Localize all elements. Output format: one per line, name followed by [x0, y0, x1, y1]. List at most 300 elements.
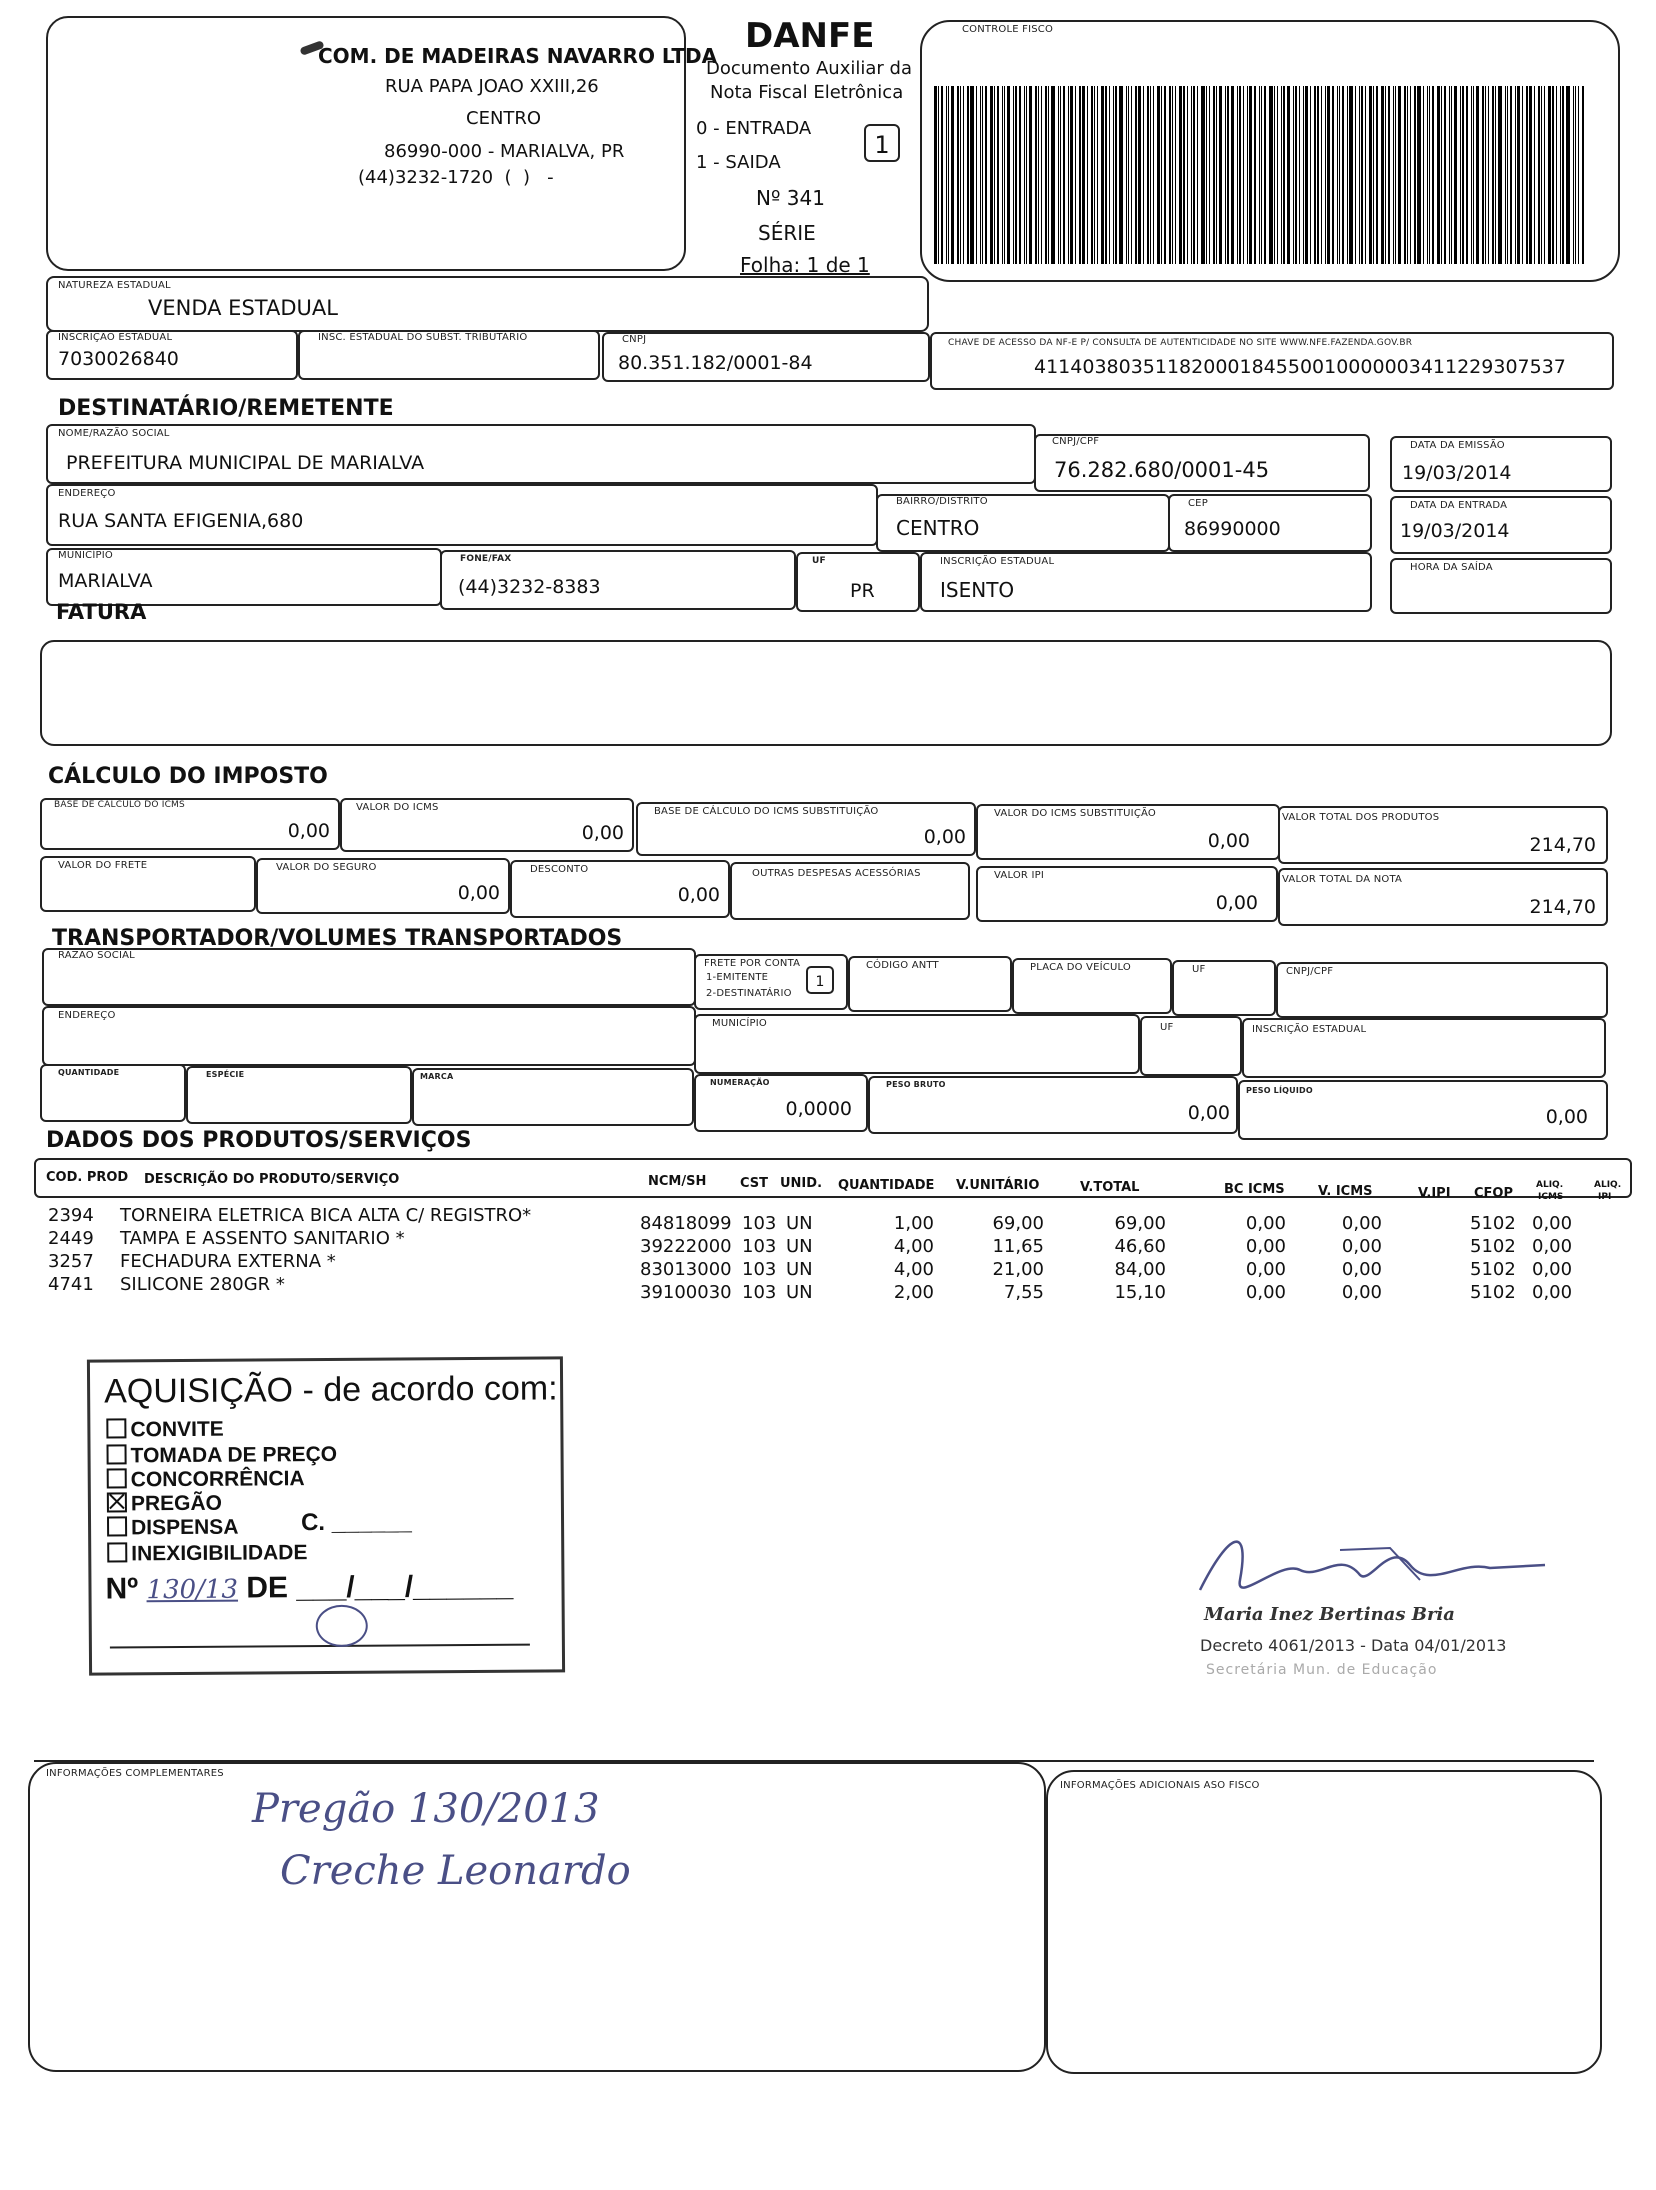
danfe-entry: 0 - ENTRADA [696, 118, 812, 139]
volume-numbering-value: 0,0000 [785, 1098, 852, 1120]
col-aliq-ipi-1: ALIQ. [1594, 1180, 1622, 1190]
barcode-bar [1063, 86, 1065, 264]
product-cell-unit: UN [786, 1213, 813, 1234]
barcode-bar [1091, 86, 1093, 264]
product-cell-code: 3257 [48, 1251, 94, 1272]
access-key-value: 41140380351182000184550010000003411229307537 [1034, 356, 1566, 378]
product-cell-cst: 103 [742, 1259, 777, 1280]
stamp-number-prefix: Nº [105, 1572, 139, 1606]
carrier-uf2-label: UF [1160, 1022, 1174, 1033]
freight-opt-2: 2-DESTINATÁRIO [706, 988, 792, 999]
barcode-bar [1105, 86, 1107, 264]
stamp-option-pregao [107, 1492, 222, 1517]
icms-value: 0,00 [581, 822, 624, 844]
barcode-bar [1365, 86, 1366, 264]
barcode-bar [1269, 86, 1273, 264]
barcode-bar [1024, 86, 1025, 264]
iest-label: INSC. ESTADUAL DO SUBST. TRIBUTÁRIO [318, 332, 528, 343]
barcode-bar [1169, 86, 1171, 264]
barcode-bar [1239, 86, 1241, 264]
barcode-bar [1303, 86, 1304, 264]
access-key-label: CHAVE DE ACESSO DA NF-E P/ CONSULTA DE AUTENTICIDADE NO SITE WWW.NFE.FAZENDA.GOV.BR [948, 338, 1413, 348]
product-cell-desc: SILICONE 280GR * [120, 1274, 285, 1295]
invoice-section-title: FATURA [56, 600, 147, 624]
signature-decree: Decreto 4061/2013 - Data 04/01/2013 [1200, 1636, 1507, 1655]
barcode-bar [1566, 86, 1570, 264]
barcode-bar [1349, 86, 1353, 264]
product-cell-desc: FECHADURA EXTERNA * [120, 1251, 336, 1272]
product-cell-desc: TORNEIRA ELETRICA BICA ALTA C/ REGISTRO* [120, 1205, 532, 1226]
product-cell-aliq: 0,00 [1532, 1236, 1573, 1257]
plate-label: PLACA DO VEÍCULO [1030, 962, 1131, 973]
barcode-bar [1473, 86, 1474, 264]
barcode-bar [934, 86, 937, 264]
volume-qty-label: QUANTIDADE [58, 1068, 120, 1077]
recipient-cnpj: 76.282.680/0001-45 [1054, 458, 1270, 482]
barcode-bar [1237, 86, 1238, 264]
barcode-bar [1187, 86, 1188, 264]
barcode-bar [1058, 86, 1059, 264]
barcode-bar [1534, 86, 1535, 264]
stamp-option-convite [106, 1418, 224, 1443]
barcode-bar [1153, 86, 1154, 264]
barcode-bar [1277, 86, 1278, 264]
product-cell-unit: UN [786, 1282, 813, 1303]
base-st-value: 0,00 [923, 826, 966, 848]
barcode-bar [1507, 86, 1508, 264]
barcode-image [934, 86, 1594, 264]
barcode-bar [1541, 86, 1542, 264]
product-cell-ncm: 83013000 [640, 1259, 732, 1280]
barcode-bar [1355, 86, 1356, 264]
col-qty: QUANTIDADE [838, 1178, 935, 1193]
barcode-bar [1045, 86, 1047, 264]
barcode-bar [1143, 86, 1144, 264]
product-cell-code: 4741 [48, 1274, 94, 1295]
barcode-bar [1526, 86, 1528, 264]
col-cfop: CFOP [1474, 1186, 1513, 1201]
product-cell-desc: TAMPA E ASSENTO SANITARIO * [120, 1228, 405, 1249]
recipient-cep-label: CEP [1188, 498, 1208, 509]
recipient-district: CENTRO [896, 516, 980, 540]
product-cell-vicms: 0,00 [1341, 1259, 1382, 1280]
col-vtotal: V.TOTAL [1080, 1180, 1140, 1195]
carrier-uf-field [1172, 960, 1276, 1016]
col-vicms: V. ICMS [1318, 1184, 1373, 1199]
barcode-bar [1261, 86, 1262, 264]
product-cell-vicms: 0,00 [1341, 1213, 1382, 1234]
volume-brand-field [412, 1068, 694, 1126]
signature-name: Maria Inez Bertinas Bria [1204, 1604, 1455, 1625]
product-cell-bc: 0,00 [1245, 1259, 1286, 1280]
barcode-bar [1427, 86, 1428, 264]
barcode-bar [1295, 86, 1297, 264]
barcode-bar [1385, 86, 1386, 264]
barcode-bar [1183, 86, 1185, 264]
barcode-bar [982, 86, 983, 264]
barcode-bar [1225, 86, 1226, 264]
barcode-bar [1219, 86, 1222, 264]
product-cell-cst: 103 [742, 1282, 777, 1303]
gross-weight-value: 0,00 [1187, 1102, 1230, 1124]
danfe-subtitle-2: Nota Fiscal Eletrônica [710, 82, 904, 103]
freight-by-value: 1 [806, 966, 834, 994]
base-icms-value: 0,00 [287, 820, 330, 842]
barcode-bar [1068, 86, 1069, 264]
control-label: CONTROLE FISCO [962, 24, 1054, 35]
acquisition-stamp [87, 1356, 565, 1675]
barcode-bar [1373, 86, 1374, 264]
barcode-bar [1231, 86, 1234, 264]
carrier-name-field [42, 948, 696, 1006]
barcode-bar [1002, 86, 1003, 264]
barcode-bar [1471, 86, 1472, 264]
barcode-bar [1482, 86, 1484, 264]
barcode-bar [1179, 86, 1182, 264]
product-cell-vunit: 21,00 [992, 1259, 1044, 1280]
barcode-bar [997, 86, 999, 264]
product-cell-bc: 0,00 [1245, 1213, 1286, 1234]
barcode-bar [1019, 86, 1021, 264]
col-bcicms: BC ICMS [1224, 1182, 1285, 1197]
col-cst: CST [740, 1176, 769, 1191]
barcode-bar [960, 86, 961, 264]
net-weight-value: 0,00 [1545, 1106, 1588, 1128]
barcode-bar [1254, 86, 1256, 264]
barcode-bar [1552, 86, 1554, 264]
stamp-option-inexigibilidade-label: INEXIGIBILIDADE [131, 1541, 308, 1566]
cnpj-label: CNPJ [622, 334, 647, 345]
product-cell-vtotal: 46,60 [1114, 1236, 1166, 1257]
danfe-number: Nº 341 [756, 186, 825, 210]
barcode-bar [1087, 86, 1088, 264]
checkbox-pregao-checked-icon [107, 1492, 127, 1512]
carrier-ie-label: INSCRIÇÃO ESTADUAL [1252, 1024, 1367, 1035]
stamp-option-convite-label: CONVITE [130, 1417, 224, 1442]
barcode-bar [967, 86, 969, 264]
barcode-bar [1582, 86, 1584, 264]
barcode-bar [1206, 86, 1207, 264]
barcode-bar [1094, 86, 1095, 264]
handwritten-line-2: Creche Leonardo [280, 1848, 631, 1894]
barcode-bar [1407, 86, 1408, 264]
barcode-bar [1026, 86, 1027, 264]
barcode-bar [1495, 86, 1496, 264]
barcode-bar [938, 86, 939, 264]
barcode-bar [1029, 86, 1032, 264]
barcode-bar [1325, 86, 1326, 264]
carrier-cnpj-label: CNPJ/CPF [1286, 966, 1334, 977]
barcode-bar [1398, 86, 1401, 264]
barcode-bar [1274, 86, 1275, 264]
barcode-bar [1070, 86, 1073, 264]
barcode-bar [1560, 86, 1561, 264]
stamp-number-handwritten: 130/13 [146, 1574, 239, 1606]
barcode-bar [1109, 86, 1110, 264]
product-cell-aliq: 0,00 [1532, 1282, 1573, 1303]
barcode-bar [1429, 86, 1430, 264]
barcode-bar [1283, 86, 1285, 264]
barcode-bar [1515, 86, 1516, 264]
barcode-bar [1126, 86, 1127, 264]
col-unit: UNID. [780, 1176, 823, 1191]
barcode-bar [1191, 86, 1192, 264]
ie-label: INSCRIÇÃO ESTADUAL [58, 332, 173, 343]
ipi-value: 0,00 [1215, 892, 1258, 914]
barcode-bar [1337, 86, 1338, 264]
barcode-bar [1213, 86, 1215, 264]
product-cell-aliq: 0,00 [1532, 1259, 1573, 1280]
net-weight-label: PESO LÍQUIDO [1246, 1086, 1313, 1095]
product-cell-ncm: 84818099 [640, 1213, 732, 1234]
recipient-phone: (44)3232-8383 [458, 576, 601, 598]
stamp-number-date: DE ___/___/______ [246, 1569, 514, 1605]
other-expenses-label: OUTRAS DESPESAS ACESSÓRIAS [752, 868, 921, 879]
barcode-bar [951, 86, 954, 264]
barcode-bar [1510, 86, 1512, 264]
barcode-bar [1485, 86, 1486, 264]
fisco-info-box [1046, 1770, 1602, 2074]
barcode-bar [1015, 86, 1017, 264]
barcode-bar [1404, 86, 1406, 264]
base-st-label: BASE DE CÁLCULO DO ICMS SUBSTITUIÇÃO [654, 806, 879, 817]
recipient-uf: PR [850, 580, 875, 602]
barcode-bar [1038, 86, 1039, 264]
barcode-bar [1150, 86, 1151, 264]
barcode-bar [1388, 86, 1390, 264]
col-aliq-icms-1: ALIQ. [1536, 1180, 1564, 1190]
barcode-bar [1161, 86, 1162, 264]
entry-date-label: DATA DA ENTRADA [1410, 500, 1508, 511]
barcode-bar [1575, 86, 1576, 264]
handwritten-line-1: Pregão 130/2013 [252, 1786, 600, 1832]
emitter-name: COM. DE MADEIRAS NAVARRO LTDA [318, 44, 718, 68]
insurance-value: 0,00 [457, 882, 500, 904]
barcode-bar [1035, 86, 1037, 264]
stamp-option-tomada-label: TOMADA DE PREÇO [130, 1442, 338, 1468]
barcode-bar [1007, 86, 1010, 264]
recipient-name-label: NOME/RAZÃO SOCIAL [58, 428, 170, 439]
barcode-bar [1128, 86, 1129, 264]
danfe-series: SÉRIE [758, 221, 816, 245]
recipient-address-label: ENDEREÇO [58, 488, 116, 499]
barcode-bar [1119, 86, 1123, 264]
products-section-title: DADOS DOS PRODUTOS/SERVIÇOS [46, 1128, 472, 1153]
insurance-label: VALOR DO SEGURO [276, 862, 377, 873]
product-cell-cst: 103 [742, 1236, 777, 1257]
invoice-box [40, 640, 1612, 746]
barcode-bar [1209, 86, 1210, 264]
tax-section-title: CÁLCULO DO IMPOSTO [48, 764, 328, 789]
stamp-option-dispensa-label: DISPENSA [130, 1515, 239, 1540]
product-cell-qty: 1,00 [893, 1213, 934, 1234]
product-cell-unit: UN [786, 1236, 813, 1257]
invoice-total-value: 214,70 [1529, 896, 1596, 918]
carrier-address-field [42, 1006, 696, 1066]
checkbox-convite-icon [106, 1418, 126, 1438]
barcode-bar [1359, 86, 1360, 264]
freight-by-label: FRETE POR CONTA [704, 958, 801, 969]
entry-date: 19/03/2014 [1400, 520, 1510, 542]
product-cell-cfop: 5102 [1470, 1259, 1516, 1280]
barcode-bar [1441, 86, 1442, 264]
barcode-bar [1115, 86, 1117, 264]
stamp-option-pregao-label: PREGÃO [130, 1491, 223, 1516]
barcode-bar [1197, 86, 1198, 264]
stamp-option-dispensa [107, 1516, 239, 1541]
barcode-bar [1317, 86, 1319, 264]
stamp-option-concorrencia-label: CONCORRÊNCIA [130, 1467, 305, 1492]
product-cell-cst: 103 [742, 1213, 777, 1234]
barcode-bar [1281, 86, 1282, 264]
discount-value: 0,00 [677, 884, 720, 906]
emitter-phone: (44)3232-1720 ( ) - [358, 167, 554, 188]
danfe-title: DANFE [745, 16, 875, 56]
barcode-bar [1082, 86, 1085, 264]
product-cell-vicms: 0,00 [1341, 1282, 1382, 1303]
recipient-ie: ISENTO [940, 578, 1015, 602]
barcode-bar [1578, 86, 1579, 264]
recipient-city: MARIALVA [58, 570, 153, 592]
barcode-bar [1264, 86, 1266, 264]
barcode-bar [1347, 86, 1348, 264]
product-cell-qty: 4,00 [893, 1236, 934, 1257]
cnpj-value: 80.351.182/0001-84 [618, 352, 813, 374]
barcode-bar [963, 86, 964, 264]
barcode-bar [1299, 86, 1300, 264]
barcode-bar [1004, 86, 1005, 264]
barcode-bar [976, 86, 977, 264]
product-cell-cfop: 5102 [1470, 1236, 1516, 1257]
product-cell-vunit: 11,65 [992, 1236, 1044, 1257]
barcode-bar [1562, 86, 1564, 264]
stamp-option-inexigibilidade [107, 1541, 307, 1566]
stamp-title: AQUISIÇÃO - de acordo com: [103, 1369, 558, 1411]
product-cell-vtotal: 69,00 [1114, 1213, 1166, 1234]
barcode-bar [1079, 86, 1081, 264]
barcode-bar [1332, 86, 1334, 264]
danfe-type-value: 1 [864, 124, 900, 162]
product-cell-ncm: 39222000 [640, 1236, 732, 1257]
recipient-name: PREFEITURA MUNICIPAL DE MARIALVA [66, 452, 425, 474]
barcode-bar [1544, 86, 1545, 264]
emission-date-label: DATA DA EMISSÃO [1410, 440, 1505, 451]
volume-numbering-label: NUMERAÇÃO [710, 1078, 770, 1087]
product-cell-unit: UN [786, 1259, 813, 1280]
barcode-bar [1135, 86, 1137, 264]
col-aliq-ipi-2: IPI [1598, 1192, 1612, 1202]
recipient-city-label: MUNICÍPIO [58, 550, 113, 561]
complementary-info-label: INFORMAÇÕES COMPLEMENTARES [46, 1768, 224, 1779]
col-code: COD. PROD [46, 1170, 129, 1185]
stamp-dispensa-code: C. ______ [300, 1508, 412, 1537]
barcode-bar [1529, 86, 1532, 264]
barcode-bar [1147, 86, 1149, 264]
recipient-cnpj-label: CNPJ/CPF [1052, 436, 1100, 447]
product-cell-cfop: 5102 [1470, 1213, 1516, 1234]
barcode-bar [1466, 86, 1468, 264]
carrier-city-label: MUNICÍPIO [712, 1018, 767, 1029]
barcode-bar [941, 86, 943, 264]
barcode-bar [1305, 86, 1308, 264]
product-cell-code: 2449 [48, 1228, 94, 1249]
barcode-bar [1573, 86, 1574, 264]
danfe-sheet: Folha: 1 de 1 [740, 253, 870, 277]
barcode-bar [970, 86, 974, 264]
recipient-phone-label: FONE/FAX [460, 554, 512, 564]
product-cell-cfop: 5102 [1470, 1282, 1516, 1303]
barcode-bar [1548, 86, 1551, 264]
product-cell-qty: 2,00 [893, 1282, 934, 1303]
barcode-bar [1175, 86, 1176, 264]
product-cell-bc: 0,00 [1245, 1282, 1286, 1303]
ipi-label: VALOR IPI [994, 870, 1044, 881]
barcode-bar [1342, 86, 1344, 264]
product-cell-vunit: 69,00 [992, 1213, 1044, 1234]
product-cell-vunit: 7,55 [1003, 1282, 1044, 1303]
stamp-option-concorrencia [107, 1467, 305, 1492]
icms-label: VALOR DO ICMS [356, 802, 439, 813]
antt-label: CÓDIGO ANTT [866, 960, 939, 971]
freight-label: VALOR DO FRETE [58, 860, 148, 871]
checkbox-tomada-icon [106, 1444, 126, 1464]
barcode-bar [1376, 86, 1378, 264]
checkbox-inexigibilidade-icon [107, 1542, 127, 1562]
barcode-bar [1041, 86, 1042, 264]
gross-weight-label: PESO BRUTO [886, 1080, 946, 1089]
recipient-uf-label: UF [812, 556, 826, 566]
stamp-initials-icon [316, 1605, 368, 1647]
recipient-cep: 86990000 [1184, 518, 1281, 540]
barcode-bar [990, 86, 993, 264]
volume-brand-label: MARCA [420, 1072, 454, 1081]
product-cell-bc: 0,00 [1245, 1236, 1286, 1257]
barcode-bar [1101, 86, 1104, 264]
products-total-value: 214,70 [1529, 834, 1596, 856]
stamp-signature-line [110, 1644, 530, 1649]
col-aliq-icms-2: ICMS [1538, 1192, 1564, 1202]
barcode-bar [1410, 86, 1411, 264]
base-icms-label: BASE DE CÁLCULO DO ICMS [54, 800, 185, 810]
barcode-bar [1249, 86, 1252, 264]
recipient-section-title: DESTINATÁRIO/REMETENTE [58, 396, 394, 421]
nature-value: VENDA ESTADUAL [148, 296, 338, 320]
barcode-bar [1393, 86, 1394, 264]
recipient-ie-label: INSCRIÇÃO ESTADUAL [940, 556, 1055, 567]
barcode-bar [946, 86, 947, 264]
barcode-bar [1381, 86, 1384, 264]
barcode-bar [1449, 86, 1450, 264]
barcode-bar [1216, 86, 1217, 264]
barcode-bar [1321, 86, 1322, 264]
barcode-bar [1556, 86, 1557, 264]
barcode-bar [1476, 86, 1479, 264]
barcode-bar [1414, 86, 1416, 264]
barcode-bar [1060, 86, 1061, 264]
invoice-total-label: VALOR TOTAL DA NOTA [1282, 874, 1403, 885]
barcode-bar [1522, 86, 1523, 264]
col-vunit: V.UNITÁRIO [956, 1178, 1040, 1193]
emitter-city: 86990-000 - MARIALVA, PR [384, 141, 625, 162]
recipient-district-label: BAIRRO/DISTRITO [896, 496, 988, 507]
barcode-bar [1454, 86, 1457, 264]
barcode-bar [1437, 86, 1440, 264]
barcode-bar [1048, 86, 1049, 264]
discount-label: DESCONTO [530, 864, 589, 875]
emission-date: 19/03/2014 [1402, 462, 1512, 484]
carrier-uf2-field [1140, 1016, 1242, 1076]
product-cell-aliq: 0,00 [1532, 1213, 1573, 1234]
